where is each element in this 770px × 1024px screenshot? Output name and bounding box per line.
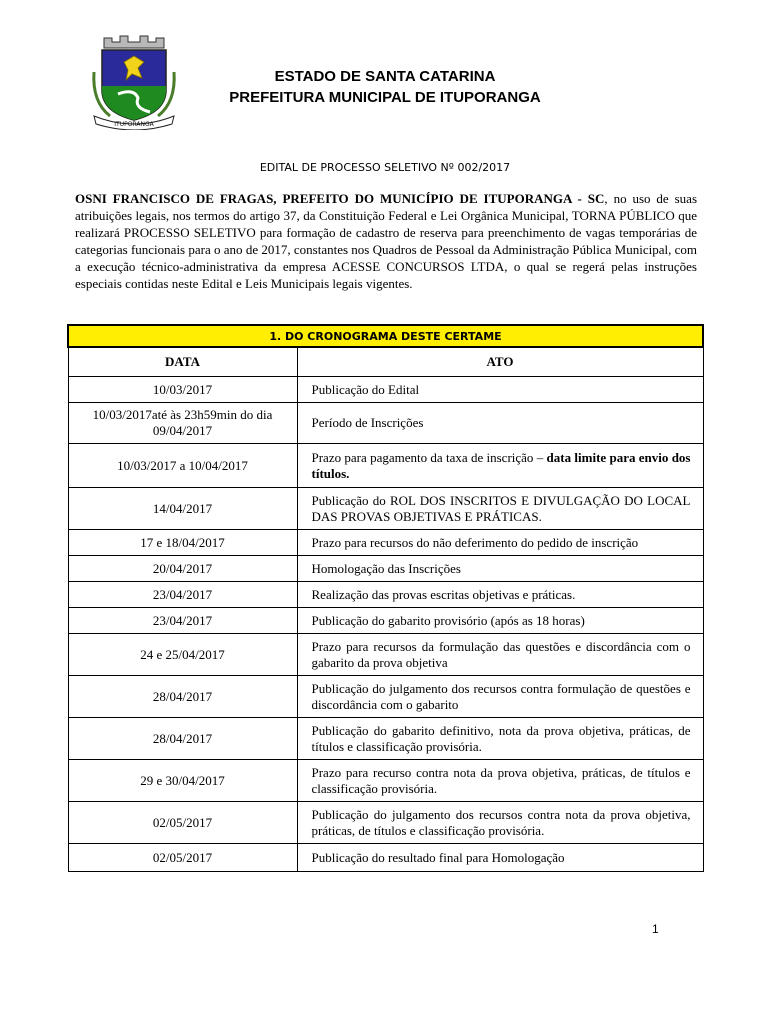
schedule-date: 28/04/2017 <box>68 676 297 718</box>
intro-bold-lead: OSNI FRANCISCO DE FRAGAS, PREFEITO DO MUNICÍPIO DE ITUPORANGA - SC <box>75 191 605 206</box>
intro-paragraph <box>75 190 697 292</box>
schedule-date: 28/04/2017 <box>68 718 297 760</box>
schedule-row <box>68 844 703 872</box>
schedule-row <box>68 608 703 634</box>
page-number: 1 <box>652 922 659 936</box>
schedule-row <box>68 760 703 802</box>
schedule-row <box>68 530 703 556</box>
schedule-row <box>68 634 703 676</box>
schedule-act-text: Prazo para recursos da formulação das questões e discordância com o gabarito da prova objetiva <box>311 638 691 670</box>
schedule-act-text: Publicação do ROL DOS INSCRITOS E DIVULGAÇÃO DO LOCAL DAS PROVAS OBJETIVAS E PRÁTICAS. <box>311 492 691 524</box>
schedule-section-title: 1. DO CRONOGRAMA DESTE CERTAME <box>68 325 703 347</box>
schedule-row <box>68 676 703 718</box>
schedule-row <box>68 582 703 608</box>
schedule-act-bold: data limite para envio dos títulos. <box>311 449 691 481</box>
column-header-act: ATO <box>297 347 703 377</box>
schedule-act <box>297 608 703 634</box>
schedule-act-text: Publicação do Edital <box>311 381 420 397</box>
schedule-act <box>297 676 703 718</box>
schedule-act-text: Período de Inscrições <box>311 415 424 430</box>
schedule-date: 23/04/2017 <box>68 582 297 608</box>
schedule-date: 14/04/2017 <box>68 488 297 530</box>
schedule-row <box>68 488 703 530</box>
schedule-act <box>297 760 703 802</box>
schedule-act-text: Publicação do julgamento dos recursos contra nota da prova objetiva, práticas, de títulos e classificação provisória. <box>311 806 691 838</box>
edital-title: EDITAL DE PROCESSO SELETIVO Nº 002/2017 <box>259 161 511 174</box>
schedule-act <box>297 377 703 403</box>
schedule-row <box>68 377 703 403</box>
schedule-act-text: Publicação do resultado final para Homologação <box>311 849 565 865</box>
schedule-act-text: Prazo para pagamento da taxa de inscrição – <box>311 449 547 465</box>
schedule-act <box>297 802 703 844</box>
schedule-act <box>297 556 703 582</box>
schedule-row <box>68 444 703 488</box>
schedule-act-text: Prazo para recursos do não deferimento do pedido de inscrição <box>311 534 639 550</box>
prefecture-name: PREFEITURA MUNICIPAL DE ITUPORANGA <box>229 89 541 106</box>
schedule-date: 29 e 30/04/2017 <box>68 760 297 802</box>
schedule-date: 10/03/2017 <box>68 377 297 403</box>
intro-text: , no uso de suas atribuições legais, nos termos do artigo 37, da Constituição Federal e Lei Orgânica Municipal, TORNA PÚBLICO que realizará PROCESSO SELETIVO para formação de cadastro de reserva para preenchimento de vagas temporárias de categorias funcionais para o ano de 2017, constantes nos Quadros de Pessoal da Administração Pública Municipal, com a execução técnico-administrativa da empresa ACESSE CONCURSOS LTDA, o qual se regerá pelas instruções especiais contidas neste Edital e Leis Municipais legais vigentes. <box>75 191 697 291</box>
document-header <box>150 66 620 108</box>
schedule-date: 20/04/2017 <box>68 556 297 582</box>
schedule-act-text: Realização das provas escritas objetivas e práticas. <box>311 586 576 602</box>
schedule-act <box>297 582 703 608</box>
schedule-act-text: Publicação do julgamento dos recursos contra formulação de questões e discordância com o gabarito <box>311 680 691 712</box>
schedule-date: 23/04/2017 <box>68 608 297 634</box>
schedule-date: 17 e 18/04/2017 <box>68 530 297 556</box>
column-header-date: DATA <box>68 347 297 377</box>
schedule-rows <box>68 377 703 872</box>
schedule-row <box>68 403 703 444</box>
schedule-act-text: Publicação do gabarito provisório (após as 18 horas) <box>311 612 585 628</box>
schedule-act <box>297 488 703 530</box>
schedule-act <box>297 444 703 488</box>
schedule-act-text: Publicação do gabarito definitivo, nota da prova objetiva, práticas, de títulos e classificação provisória. <box>311 722 691 754</box>
schedule-date: 10/03/2017até às 23h59min do dia 09/04/2017 <box>68 403 297 444</box>
schedule-date: 24 e 25/04/2017 <box>68 634 297 676</box>
schedule-row <box>68 718 703 760</box>
schedule-table <box>67 324 704 872</box>
schedule-date: 10/03/2017 a 10/04/2017 <box>68 444 297 488</box>
schedule-date: 02/05/2017 <box>68 844 297 872</box>
schedule-act <box>297 530 703 556</box>
schedule-date: 02/05/2017 <box>68 802 297 844</box>
schedule-act <box>297 718 703 760</box>
schedule-act <box>297 844 703 872</box>
crest-banner-text: ITUPORANGA <box>114 121 154 128</box>
schedule-act-text: Prazo para recurso contra nota da prova objetiva, práticas, de títulos e classificação provisória. <box>311 764 691 796</box>
schedule-act <box>297 634 703 676</box>
schedule-row <box>68 556 703 582</box>
schedule-act-text: Homologação das Inscrições <box>311 560 461 576</box>
schedule-row <box>68 802 703 844</box>
state-name: ESTADO DE SANTA CATARINA <box>274 68 496 85</box>
schedule-act <box>297 403 703 444</box>
